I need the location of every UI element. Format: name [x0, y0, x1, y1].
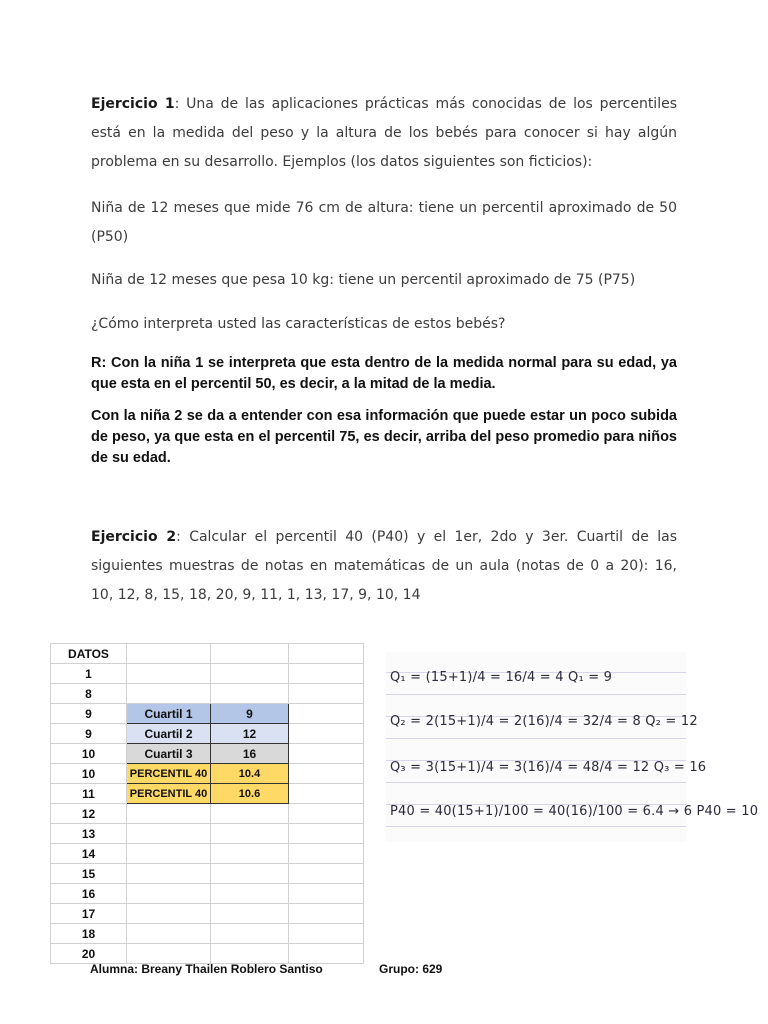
- empty-cell: [211, 904, 289, 924]
- ejemplo-2: Niña de 12 meses que pesa 10 kg: tiene un percentil aproximado de 75 (P75): [91, 272, 636, 288]
- table-row: [51, 924, 364, 944]
- empty-cell: [127, 804, 211, 824]
- empty-cell: [211, 644, 289, 664]
- empty-cell: [127, 904, 211, 924]
- dato-cell: 20: [51, 944, 127, 964]
- dato-cell: 1: [51, 664, 127, 684]
- result-value: 10.6: [211, 784, 289, 804]
- empty-cell: [289, 644, 364, 664]
- datos-header: DATOS: [51, 644, 127, 664]
- table-row: [51, 764, 364, 784]
- ejercicio2-title: Ejercicio 2: [91, 529, 177, 545]
- empty-cell: [289, 884, 364, 904]
- ejercicio2-text: [91, 523, 677, 610]
- table-row: [51, 944, 364, 964]
- empty-cell: [289, 944, 364, 964]
- result-label: Cuartil 2: [127, 724, 211, 744]
- table-row: [51, 884, 364, 904]
- respuesta-2: Con la niña 2 se da a entender con esa información que puede estar un poco subida de peso, ya que esta en el percentil 75, es decir, arriba del peso promedio para niños de su edad.: [91, 408, 677, 466]
- empty-cell: [211, 824, 289, 844]
- empty-cell: [127, 664, 211, 684]
- dato-cell: 11: [51, 784, 127, 804]
- empty-cell: [127, 924, 211, 944]
- result-value: 10.4: [211, 764, 289, 784]
- empty-cell: [289, 684, 364, 704]
- empty-cell: [289, 724, 364, 744]
- empty-cell: [127, 864, 211, 884]
- empty-cell: [289, 844, 364, 864]
- dato-cell: 9: [51, 704, 127, 724]
- footer-alumna: Alumna: Breany Thailen Roblero Santiso: [90, 962, 323, 976]
- table-row: [51, 704, 364, 724]
- result-label: PERCENTIL 40: [127, 764, 211, 784]
- ejercicio1-title: Ejercicio 1: [91, 96, 175, 112]
- result-value: 12: [211, 724, 289, 744]
- ejercicio1-intro-text: : Una de las aplicaciones prácticas más conocidas de los percentiles está en la medida del peso y la altura de los bebés para conocer si hay algún problema en su desarrollo. Ejemplos (los datos siguientes son ficticios):: [91, 96, 677, 170]
- table-row: [51, 844, 364, 864]
- empty-cell: [289, 904, 364, 924]
- datos-table: [50, 643, 364, 964]
- result-value: 16: [211, 744, 289, 764]
- empty-cell: [211, 924, 289, 944]
- empty-cell: [127, 644, 211, 664]
- table-row: [51, 664, 364, 684]
- result-label: Cuartil 3: [127, 744, 211, 764]
- result-label: PERCENTIL 40: [127, 784, 211, 804]
- result-value: 9: [211, 704, 289, 724]
- table-row: [51, 684, 364, 704]
- empty-cell: [127, 944, 211, 964]
- empty-cell: [211, 864, 289, 884]
- empty-cell: [127, 684, 211, 704]
- empty-cell: [289, 784, 364, 804]
- table-row: [51, 904, 364, 924]
- dato-cell: 8: [51, 684, 127, 704]
- ejemplo-1: Niña de 12 meses que mide 76 cm de altura: tiene un percentil aproximado de 50 (P50): [91, 200, 677, 245]
- table-row: [51, 804, 364, 824]
- table-row: [51, 724, 364, 744]
- empty-cell: [211, 944, 289, 964]
- empty-cell: [127, 884, 211, 904]
- empty-cell: [289, 824, 364, 844]
- empty-cell: [289, 664, 364, 684]
- dato-cell: 17: [51, 904, 127, 924]
- table-row: [51, 744, 364, 764]
- respuesta-1: R: Con la niña 1 se interpreta que esta dentro de la medida normal para su edad, ya que esta en el percentil 50, es decir, a la mitad de la media.: [91, 355, 677, 392]
- footer-grupo: Grupo: 629: [379, 962, 443, 976]
- handwritten-q2: Q₂ = 2(15+1)/4 = 2(16)/4 = 32/4 = 8 Q₂ = 12: [390, 714, 698, 729]
- pregunta: ¿Cómo interpreta usted las características de estos bebés?: [91, 316, 506, 332]
- result-label: Cuartil 1: [127, 704, 211, 724]
- empty-cell: [127, 844, 211, 864]
- dato-cell: 15: [51, 864, 127, 884]
- empty-cell: [127, 824, 211, 844]
- empty-cell: [289, 864, 364, 884]
- ejercicio1-intro: [91, 90, 677, 177]
- table-row: [51, 824, 364, 844]
- empty-cell: [211, 884, 289, 904]
- empty-cell: [289, 764, 364, 784]
- dato-cell: 9: [51, 724, 127, 744]
- dato-cell: 10: [51, 764, 127, 784]
- table-row: [51, 784, 364, 804]
- table-row: [51, 864, 364, 884]
- dato-cell: 16: [51, 884, 127, 904]
- table-header-row: [51, 644, 364, 664]
- ejercicio2-text-body: : Calcular el percentil 40 (P40) y el 1er, 2do y 3er. Cuartil de las siguientes muestras de notas en matemáticas de un aula (notas de 0 a 20): 16, 10, 12, 8, 15, 18, 20, 9, 11, 1, 13, 17, 9, 10, 14: [91, 529, 677, 603]
- empty-cell: [289, 744, 364, 764]
- empty-cell: [289, 804, 364, 824]
- empty-cell: [289, 924, 364, 944]
- empty-cell: [211, 684, 289, 704]
- empty-cell: [289, 704, 364, 724]
- empty-cell: [211, 844, 289, 864]
- empty-cell: [211, 804, 289, 824]
- dato-cell: 10: [51, 744, 127, 764]
- dato-cell: 13: [51, 824, 127, 844]
- handwritten-p40: P40 = 40(15+1)/100 = 40(16)/100 = 6.4 → 6 P40 = 10: [390, 804, 759, 819]
- handwritten-q1: Q₁ = (15+1)/4 = 16/4 = 4 Q₁ = 9: [390, 670, 613, 685]
- empty-cell: [211, 664, 289, 684]
- handwritten-calculations: [386, 652, 759, 842]
- dato-cell: 14: [51, 844, 127, 864]
- dato-cell: 18: [51, 924, 127, 944]
- dato-cell: 12: [51, 804, 127, 824]
- handwritten-q3: Q₃ = 3(15+1)/4 = 3(16)/4 = 48/4 = 12 Q₃ = 16: [390, 760, 707, 775]
